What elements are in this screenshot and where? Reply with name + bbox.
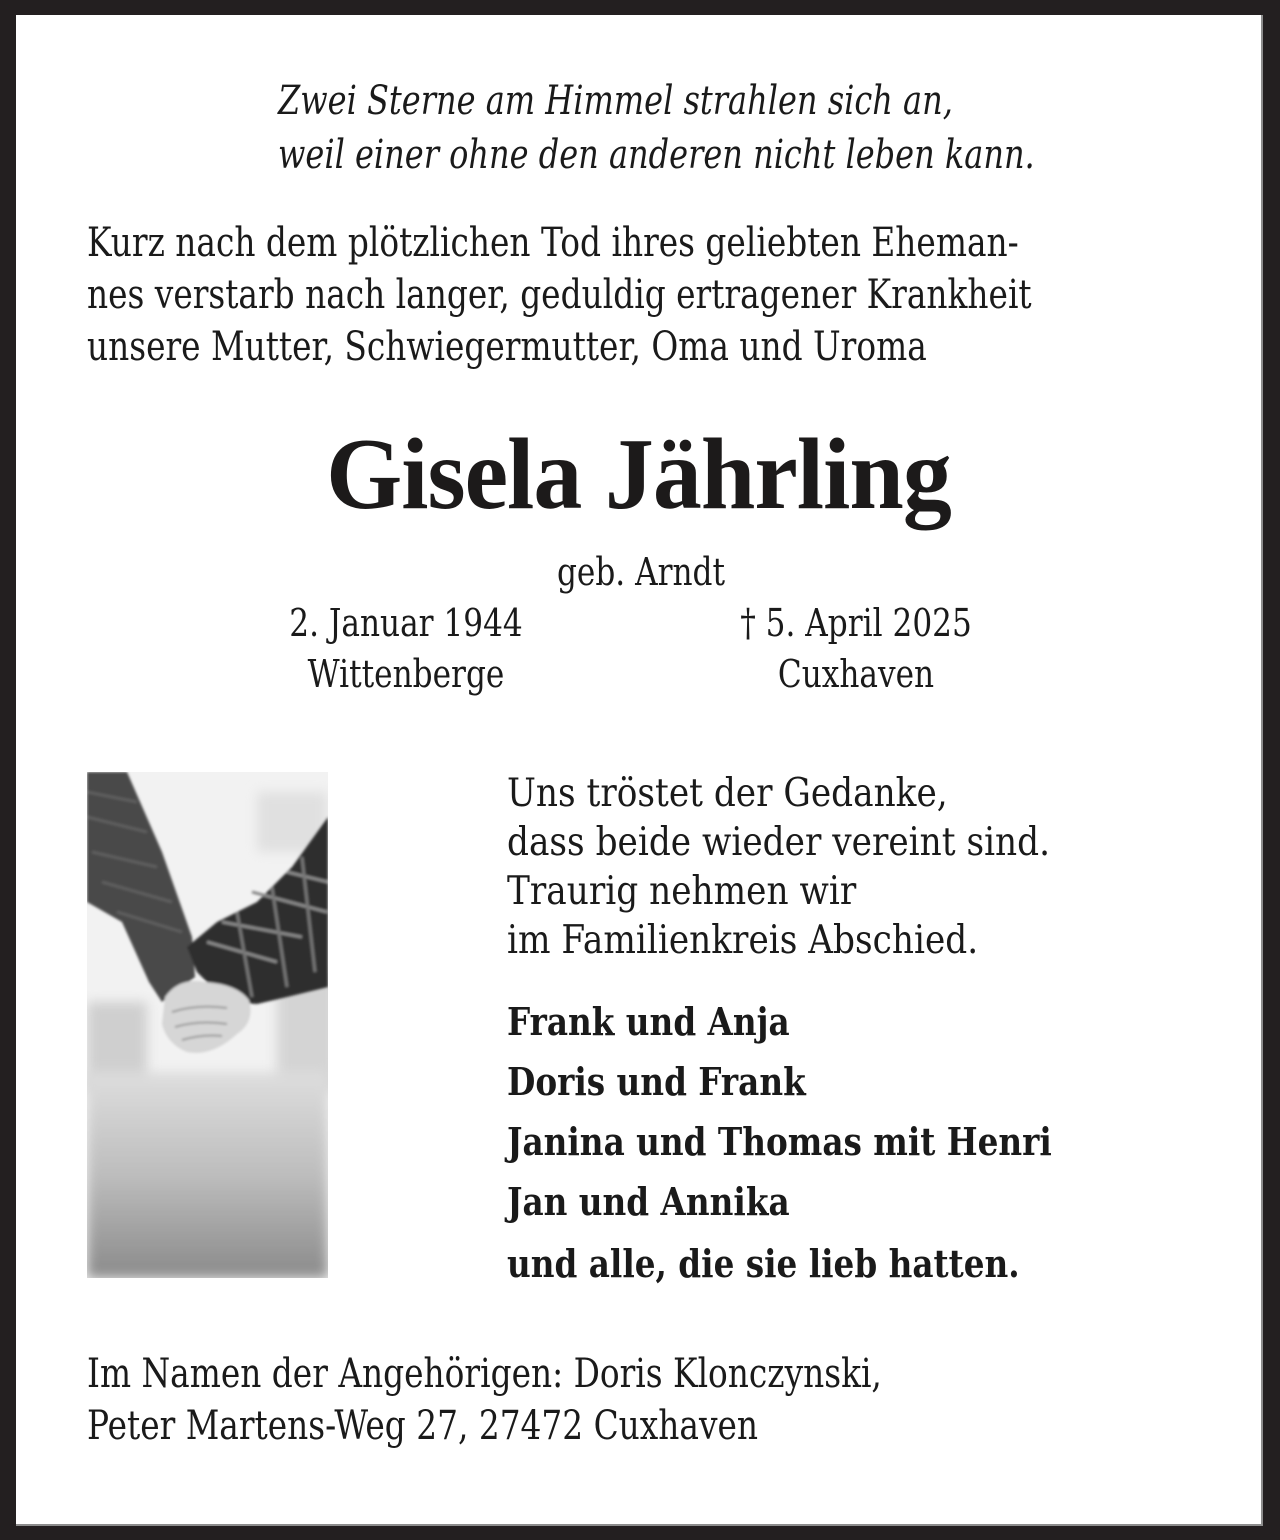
contact-line-1: Im Namen der Angehörigen: Doris Klonczynski,	[87, 1351, 882, 1397]
birth-date: 2. Januar 1944	[289, 601, 523, 645]
intro-line-2: nes verstarb nach langer, geduldig ertragener Krankheit	[87, 272, 1032, 318]
consolation-line-4: im Familienkreis Abschied.	[507, 918, 979, 963]
mourner-5: und alle, die sie lieb hatten.	[507, 1241, 1020, 1286]
holding-hands-photo	[87, 772, 328, 1278]
maiden-name: geb. Arndt	[556, 550, 726, 594]
consolation-line-1: Uns tröstet der Gedanke,	[507, 771, 948, 816]
birth-place: Wittenberge	[307, 652, 505, 696]
death-place: Cuxhaven	[777, 652, 935, 696]
motto-line-2: weil einer ohne den anderen nicht leben kann.	[278, 132, 1035, 178]
deceased-name: Gisela Jährling	[326, 418, 951, 531]
mourner-4: Jan und Annika	[507, 1179, 790, 1224]
consolation-line-3: Traurig nehmen wir	[507, 869, 857, 914]
motto-line-1: Zwei Sterne am Himmel strahlen sich an,	[278, 78, 953, 124]
intro-line-3: unsere Mutter, Schwiegermutter, Oma und Uroma	[87, 324, 927, 370]
mourner-2: Doris und Frank	[507, 1059, 806, 1104]
mourner-3: Janina und Thomas mit Henri	[507, 1119, 1052, 1164]
consolation-line-2: dass beide wieder vereint sind.	[507, 820, 1051, 865]
death-date: † 5. April 2025	[740, 601, 972, 645]
obituary-notice	[16, 15, 1263, 1526]
intro-line-1: Kurz nach dem plötzlichen Tod ihres geliebten Eheman-	[87, 220, 1019, 266]
holding-hands-icon	[87, 772, 328, 1278]
mourner-1: Frank und Anja	[507, 999, 790, 1044]
contact-line-2: Peter Martens-Weg 27, 27472 Cuxhaven	[87, 1403, 759, 1449]
